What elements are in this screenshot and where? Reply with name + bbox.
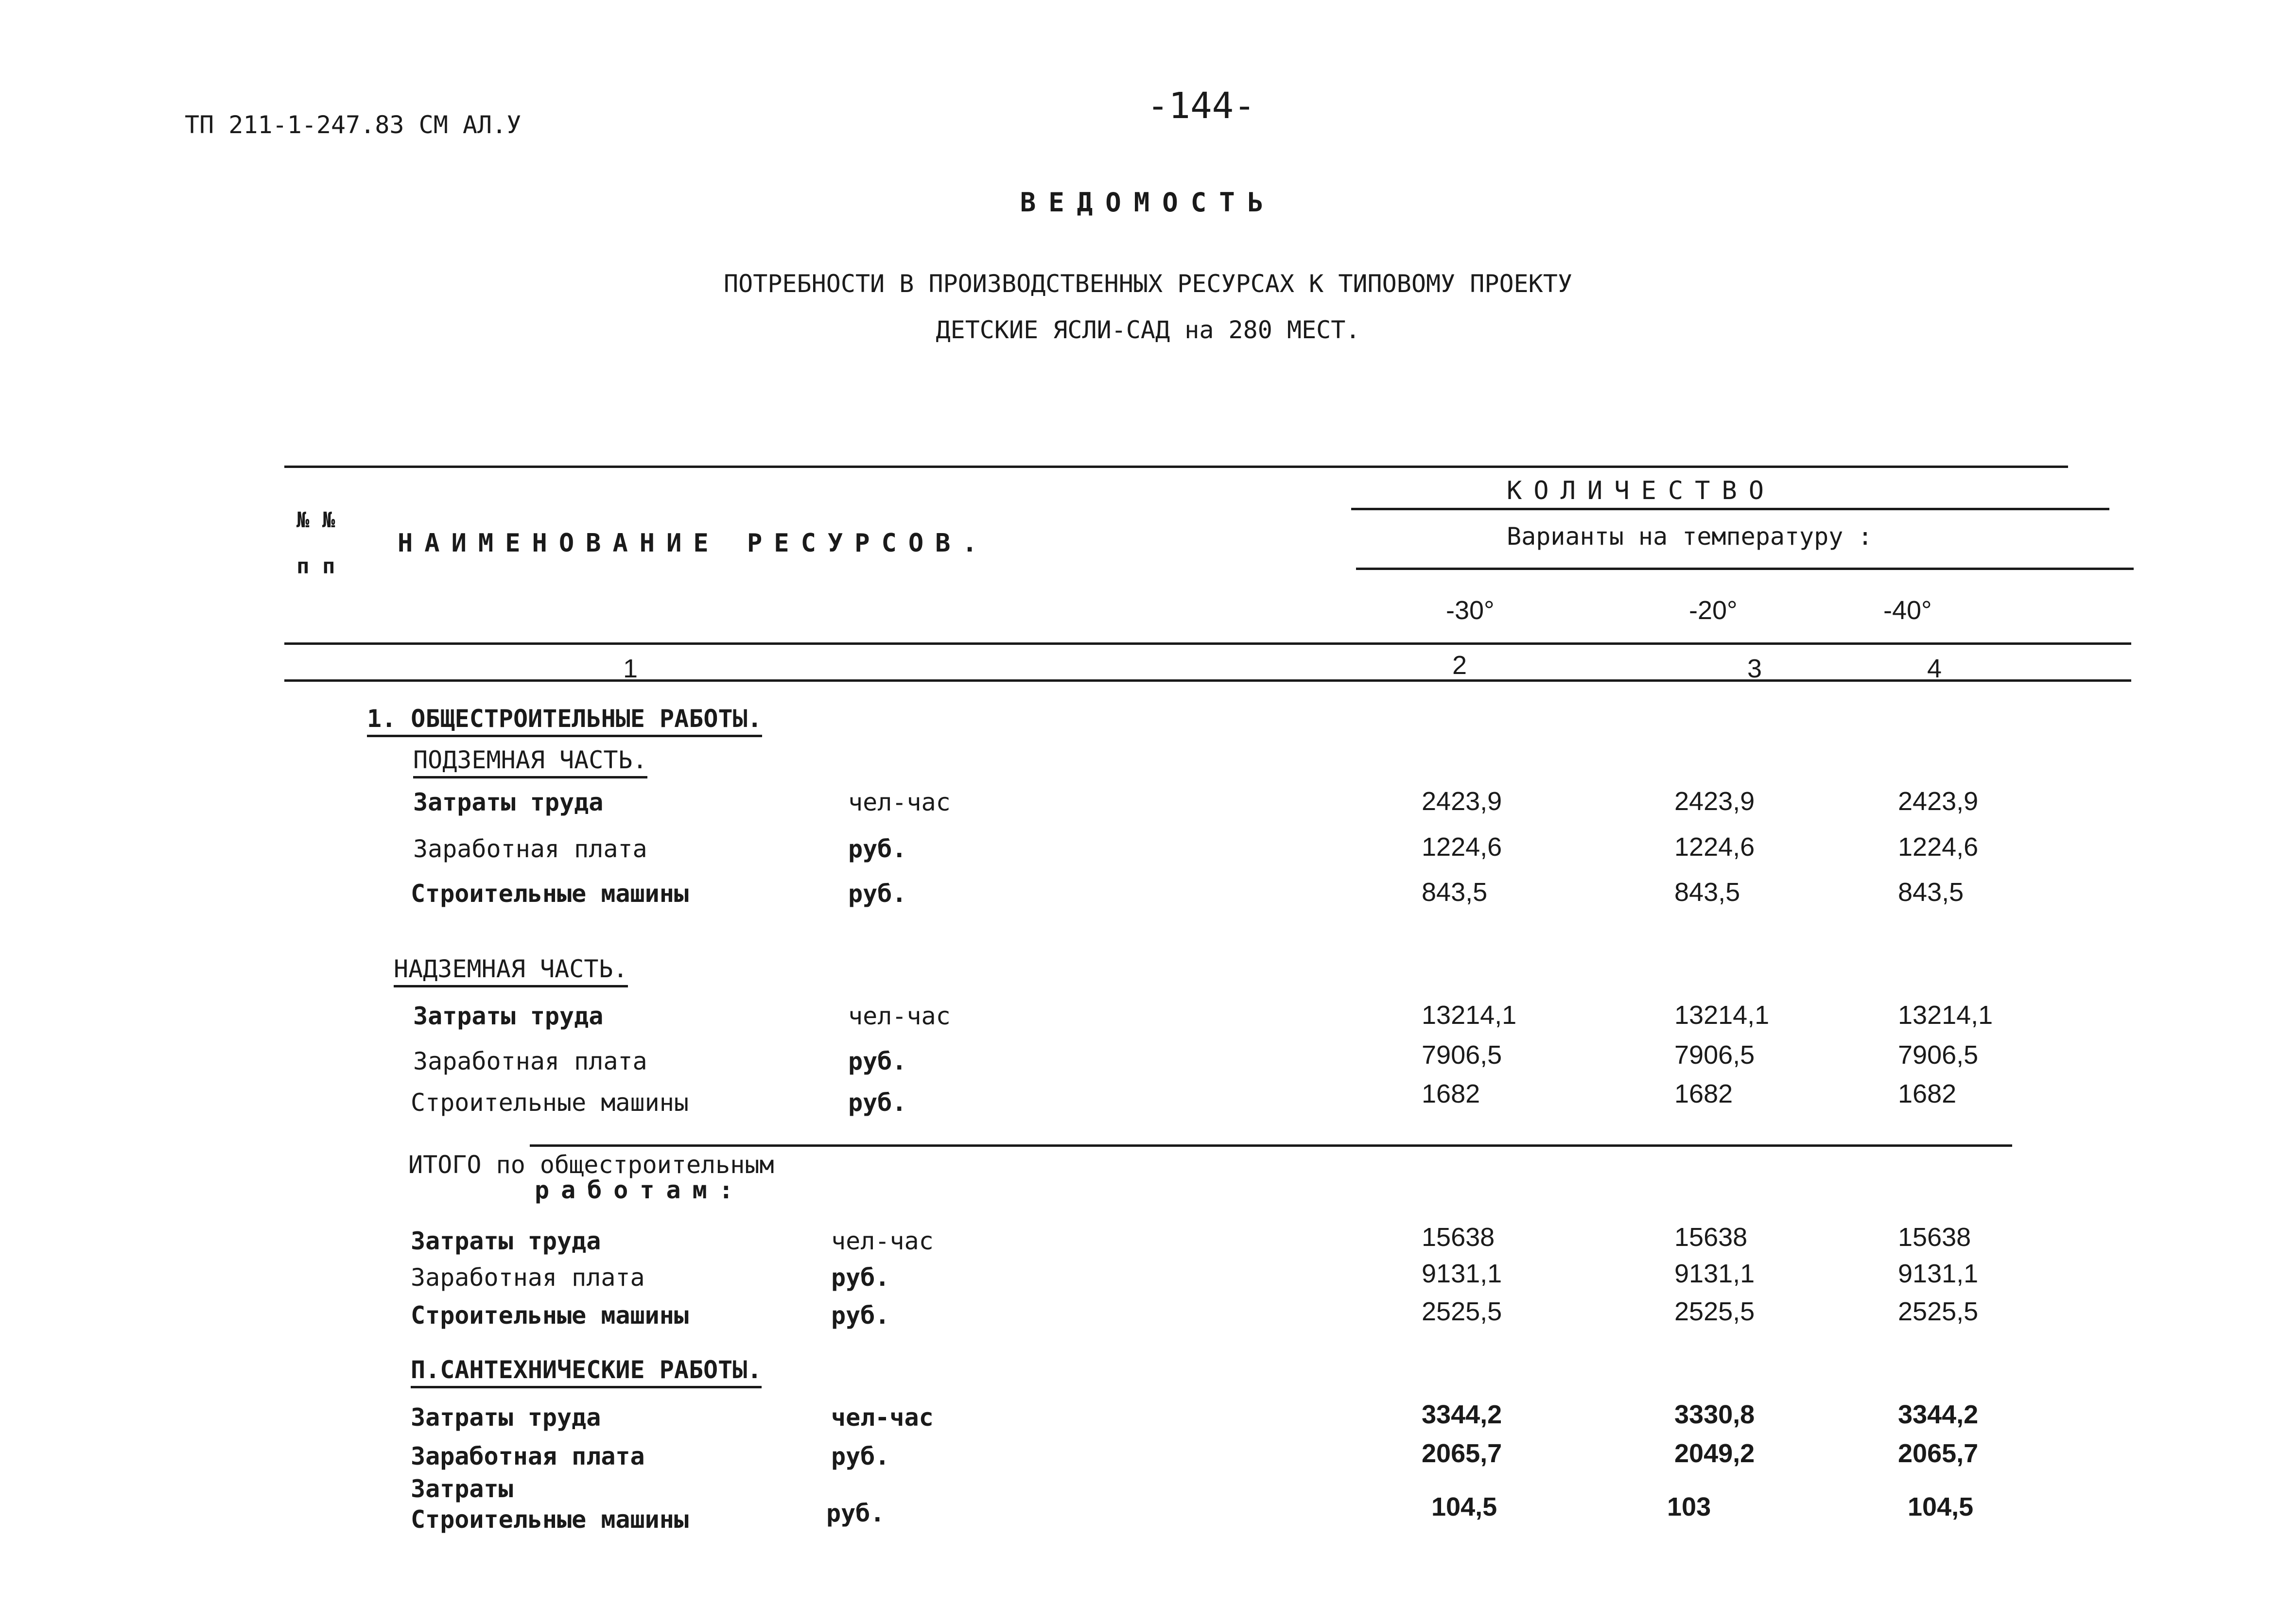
- table-cell-value: 104,5: [1908, 1492, 1974, 1521]
- variants-header: Варианты на температуру :: [1507, 522, 1873, 551]
- column-number-1: 1: [623, 654, 638, 683]
- table-row-unit: чел-час: [848, 1002, 951, 1030]
- table-cell-value: 3330,8: [1674, 1400, 1755, 1429]
- table-cell-value: 15638: [1898, 1223, 1971, 1252]
- table-row-label: Заработная плата: [413, 1047, 647, 1075]
- table-cell-value: 2423,9: [1898, 787, 1979, 816]
- table-cell-value: 843,5: [1898, 878, 1964, 907]
- aboveground-part-title: НАДЗЕМНАЯ ЧАСТЬ.: [394, 955, 628, 987]
- table-cell-value: 1682: [1674, 1079, 1733, 1108]
- row-number-header: № №: [296, 508, 335, 533]
- column-number-2: 2: [1452, 651, 1467, 680]
- temp-header-2: -20°: [1689, 596, 1738, 625]
- table-cell-value: 15638: [1674, 1223, 1748, 1252]
- underground-part-title: ПОДЗЕМНАЯ ЧАСТЬ.: [413, 746, 647, 778]
- table-row-label: Затраты труда: [413, 1002, 604, 1030]
- page-number: -144-: [1147, 85, 1255, 127]
- table-cell-value: 3344,2: [1422, 1400, 1502, 1429]
- variants-underline: [1356, 568, 2134, 570]
- table-row-label: Заработная плата: [411, 1263, 645, 1292]
- table-cell-value: 3344,2: [1898, 1400, 1979, 1429]
- table-row-unit: руб.: [831, 1442, 890, 1470]
- table-cell-value: 843,5: [1674, 878, 1740, 907]
- table-row-unit: руб.: [848, 835, 907, 863]
- table-cell-value: 13214,1: [1898, 1001, 1993, 1030]
- section-sanitary-title: П.САНТЕХНИЧЕСКИЕ РАБОТЫ.: [411, 1356, 762, 1388]
- temp-header-3: -40°: [1883, 596, 1932, 625]
- column-number-4: 4: [1927, 654, 1942, 683]
- table-cell-value: 2065,7: [1422, 1439, 1502, 1468]
- table-row-unit: чел-час: [848, 788, 951, 816]
- table-cell-value: 843,5: [1422, 878, 1488, 907]
- document-subtitle-line1: ПОТРЕБНОСТИ В ПРОИЗВОДСТВЕННЫХ РЕСУРСАХ К ТИПОВОМУ ПРОЕКТУ: [724, 270, 1572, 298]
- document-title: ВЕДОМОСТЬ: [1020, 187, 1276, 218]
- table-cell-value: 9131,1: [1422, 1259, 1502, 1288]
- table-cell-value: 2525,5: [1422, 1297, 1502, 1326]
- table-row-unit: чел-час: [831, 1403, 934, 1432]
- table-cell-value: 7906,5: [1898, 1040, 1979, 1070]
- subtotal-rule: [530, 1144, 2012, 1147]
- table-cell-value: 9131,1: [1674, 1259, 1755, 1288]
- table-cell-value: 1224,6: [1898, 832, 1979, 862]
- table-cell-value: 2525,5: [1674, 1297, 1755, 1326]
- table-row-label: Заработная плата: [413, 835, 647, 863]
- table-row-unit: руб.: [848, 1089, 907, 1117]
- quantity-header: КОЛИЧЕСТВО: [1507, 476, 1776, 505]
- table-cell-value: 1224,6: [1674, 832, 1755, 862]
- column-number-3: 3: [1747, 654, 1762, 683]
- temp-header-1: -30°: [1446, 596, 1495, 625]
- table-cell-value: 2065,7: [1898, 1439, 1979, 1468]
- total-title-line2: работам:: [535, 1176, 745, 1204]
- table-cell-value: 7906,5: [1674, 1040, 1755, 1070]
- table-row-label: Строительные машины: [411, 1301, 689, 1330]
- table-cell-value: 1224,6: [1422, 832, 1502, 862]
- table-row-label-2: Строительные машины: [411, 1505, 689, 1534]
- table-cell-value: 13214,1: [1674, 1001, 1770, 1030]
- table-cell-value: 13214,1: [1422, 1001, 1517, 1030]
- table-cell-value: 103: [1667, 1492, 1711, 1521]
- table-cell-value: 15638: [1422, 1223, 1495, 1252]
- table-cell-value: 2525,5: [1898, 1297, 1979, 1326]
- table-cell-value: 2423,9: [1422, 787, 1502, 816]
- table-cell-value: 2423,9: [1674, 787, 1755, 816]
- row-number-header-2: п п: [296, 554, 335, 579]
- table-row-label: Строительные машины: [411, 880, 689, 908]
- table-cell-value: 1682: [1422, 1079, 1480, 1108]
- table-cell-value: 104,5: [1431, 1492, 1497, 1521]
- table-row-label: Строительные машины: [411, 1089, 689, 1117]
- table-row-label: Затраты: [411, 1475, 513, 1503]
- table-row-unit: руб.: [831, 1263, 890, 1292]
- table-row-label: Заработная плата: [411, 1442, 645, 1470]
- table-cell-value: 2049,2: [1674, 1439, 1755, 1468]
- header-bottom-rule: [284, 642, 2131, 645]
- section-general-construction-title: 1. ОБЩЕСТРОИТЕЛЬНЫЕ РАБОТЫ.: [367, 705, 762, 737]
- document-code: ТП 211-1-247.83 СМ АЛ.У: [185, 111, 522, 139]
- table-top-rule: [284, 466, 2068, 468]
- table-row-unit: руб.: [848, 1047, 907, 1075]
- quantity-underline: [1351, 508, 2109, 510]
- table-row-unit: руб.: [848, 880, 907, 908]
- document-subtitle-line2: ДЕТСКИЕ ЯСЛИ-САД на 280 МЕСТ.: [936, 316, 1360, 344]
- table-row-label: Затраты труда: [411, 1227, 601, 1255]
- table-row-unit: руб.: [826, 1499, 885, 1527]
- table-row-label: Затраты труда: [413, 788, 604, 816]
- table-row-unit: чел-час: [831, 1227, 934, 1255]
- column-numbers-rule: [284, 679, 2131, 682]
- resource-name-header: НАИМЕНОВАНИЕ РЕСУРСОВ.: [398, 529, 989, 558]
- total-title-line1: ИТОГО по общестроительным: [408, 1151, 774, 1179]
- table-row-unit: руб.: [831, 1301, 890, 1330]
- table-cell-value: 9131,1: [1898, 1259, 1979, 1288]
- table-cell-value: 7906,5: [1422, 1040, 1502, 1070]
- table-cell-value: 1682: [1898, 1079, 1957, 1108]
- table-row-label: Затраты труда: [411, 1403, 601, 1432]
